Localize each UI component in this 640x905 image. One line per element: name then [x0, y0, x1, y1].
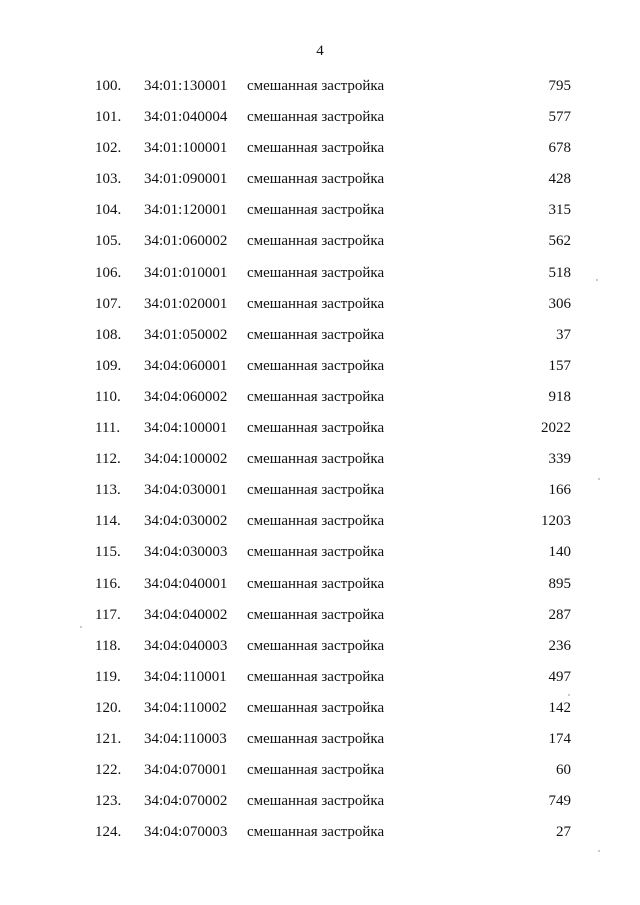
cadastral-code: 34:01:010001 — [144, 264, 228, 281]
development-type: смешанная застройка — [247, 824, 385, 841]
area-value: 236 — [548, 637, 571, 654]
area-value: 577 — [548, 109, 571, 126]
row-number: 114. — [95, 513, 121, 530]
list-item — [0, 537, 640, 568]
development-type: смешанная застройка — [247, 544, 385, 561]
cadastral-code: 34:01:050002 — [144, 326, 228, 343]
area-value: 287 — [548, 606, 571, 623]
cadastral-code: 34:04:060002 — [144, 388, 228, 405]
row-number: 105. — [95, 233, 122, 250]
development-type: смешанная застройка — [247, 357, 385, 374]
area-value: 166 — [548, 482, 571, 499]
cadastral-code: 34:04:100001 — [144, 420, 228, 437]
area-value: 140 — [548, 544, 571, 561]
row-number: 118. — [95, 637, 121, 654]
row-number: 124. — [95, 824, 122, 841]
development-type: смешанная застройка — [247, 482, 385, 499]
development-type: смешанная застройка — [247, 388, 385, 405]
cadastral-code: 34:04:060001 — [144, 357, 228, 374]
row-number: 111. — [95, 420, 121, 437]
list-item — [0, 133, 640, 164]
list-item — [0, 71, 640, 102]
area-value: 518 — [548, 264, 571, 281]
cadastral-code: 34:01:130001 — [144, 78, 228, 94]
cadastral-code: 34:01:090001 — [144, 171, 228, 188]
row-number: 108. — [95, 326, 122, 343]
cadastral-code: 34:01:100001 — [144, 140, 228, 157]
list-item — [0, 662, 640, 693]
development-type: смешанная застройка — [247, 420, 385, 437]
scan-speck — [596, 279, 598, 281]
list-item — [0, 600, 640, 631]
development-type: смешанная застройка — [247, 575, 385, 592]
development-type: смешанная застройка — [247, 295, 385, 312]
row-number: 113. — [95, 482, 121, 499]
area-value: 142 — [548, 699, 571, 716]
development-type: смешанная застройка — [247, 109, 385, 126]
area-value: 795 — [548, 78, 571, 94]
row-number: 102. — [95, 140, 122, 157]
development-type: смешанная застройка — [247, 171, 385, 188]
cadastral-code: 34:04:110001 — [144, 668, 227, 685]
development-type: смешанная застройка — [247, 202, 385, 219]
area-value: 562 — [548, 233, 571, 250]
list-item — [0, 506, 640, 537]
cadastral-code: 34:04:030001 — [144, 482, 228, 499]
list-item — [0, 226, 640, 257]
list-item — [0, 724, 640, 755]
cadastral-code: 34:04:110002 — [144, 699, 227, 716]
cadastral-code: 34:04:040001 — [144, 575, 228, 592]
row-number: 100. — [95, 78, 122, 94]
row-number: 117. — [95, 606, 121, 623]
development-type: смешанная застройка — [247, 762, 385, 779]
area-value: 2022 — [541, 420, 571, 437]
cadastral-code: 34:04:070002 — [144, 793, 228, 810]
development-type: смешанная застройка — [247, 140, 385, 157]
cadastral-list — [0, 71, 640, 848]
row-number: 120. — [95, 699, 122, 716]
area-value: 749 — [548, 793, 571, 810]
list-item — [0, 289, 640, 320]
list-item — [0, 569, 640, 600]
list-item — [0, 320, 640, 351]
scan-speck — [598, 850, 600, 852]
development-type: смешанная застройка — [247, 668, 385, 685]
cadastral-code: 34:04:030003 — [144, 544, 228, 561]
cadastral-code: 34:04:040002 — [144, 606, 228, 623]
area-value: 678 — [548, 140, 571, 157]
area-value: 174 — [548, 730, 571, 747]
list-item — [0, 444, 640, 475]
row-number: 121. — [95, 730, 122, 747]
area-value: 37 — [556, 326, 571, 343]
cadastral-code: 34:04:030002 — [144, 513, 228, 530]
scan-speck — [80, 626, 82, 628]
cadastral-code: 34:04:040003 — [144, 637, 228, 654]
development-type: смешанная застройка — [247, 264, 385, 281]
list-item — [0, 693, 640, 724]
development-type: смешанная застройка — [247, 78, 385, 94]
development-type: смешанная застройка — [247, 793, 385, 810]
cadastral-code: 34:04:070003 — [144, 824, 228, 841]
list-item — [0, 413, 640, 444]
development-type: смешанная застройка — [247, 451, 385, 468]
scan-speck — [598, 478, 600, 480]
list-item — [0, 631, 640, 662]
list-item — [0, 755, 640, 786]
list-item — [0, 195, 640, 226]
scan-speck — [568, 694, 570, 696]
cadastral-code: 34:01:060002 — [144, 233, 228, 250]
development-type: смешанная застройка — [247, 730, 385, 747]
list-item — [0, 164, 640, 195]
area-value: 339 — [548, 451, 571, 468]
list-item — [0, 258, 640, 289]
row-number: 112. — [95, 451, 121, 468]
cadastral-code: 34:01:040004 — [144, 109, 228, 126]
row-number: 110. — [95, 388, 121, 405]
area-value: 27 — [556, 824, 571, 841]
cadastral-code: 34:01:020001 — [144, 295, 228, 312]
cadastral-code: 34:04:070001 — [144, 762, 228, 779]
area-value: 315 — [548, 202, 571, 219]
list-item — [0, 351, 640, 382]
row-number: 101. — [95, 109, 122, 126]
row-number: 116. — [95, 575, 121, 592]
row-number: 103. — [95, 171, 122, 188]
list-item — [0, 817, 640, 848]
area-value: 1203 — [541, 513, 571, 530]
development-type: смешанная застройка — [247, 233, 385, 250]
row-number: 123. — [95, 793, 122, 810]
cadastral-code: 34:04:100002 — [144, 451, 228, 468]
development-type: смешанная застройка — [247, 326, 385, 343]
list-item — [0, 475, 640, 506]
row-number: 115. — [95, 544, 121, 561]
cadastral-code: 34:04:110003 — [144, 730, 227, 747]
development-type: смешанная застройка — [247, 637, 385, 654]
area-value: 918 — [548, 388, 571, 405]
area-value: 497 — [548, 668, 571, 685]
row-number: 106. — [95, 264, 122, 281]
area-value: 895 — [548, 575, 571, 592]
page-number: 4 — [316, 43, 324, 59]
area-value: 157 — [548, 357, 571, 374]
list-item — [0, 102, 640, 133]
row-number: 122. — [95, 762, 122, 779]
area-value: 428 — [548, 171, 571, 188]
area-value: 60 — [556, 762, 571, 779]
cadastral-code: 34:01:120001 — [144, 202, 228, 219]
row-number: 107. — [95, 295, 122, 312]
list-item — [0, 382, 640, 413]
row-number: 109. — [95, 357, 122, 374]
list-item — [0, 786, 640, 817]
area-value: 306 — [548, 295, 571, 312]
development-type: смешанная застройка — [247, 513, 385, 530]
row-number: 104. — [95, 202, 122, 219]
development-type: смешанная застройка — [247, 699, 385, 716]
row-number: 119. — [95, 668, 121, 685]
development-type: смешанная застройка — [247, 606, 385, 623]
